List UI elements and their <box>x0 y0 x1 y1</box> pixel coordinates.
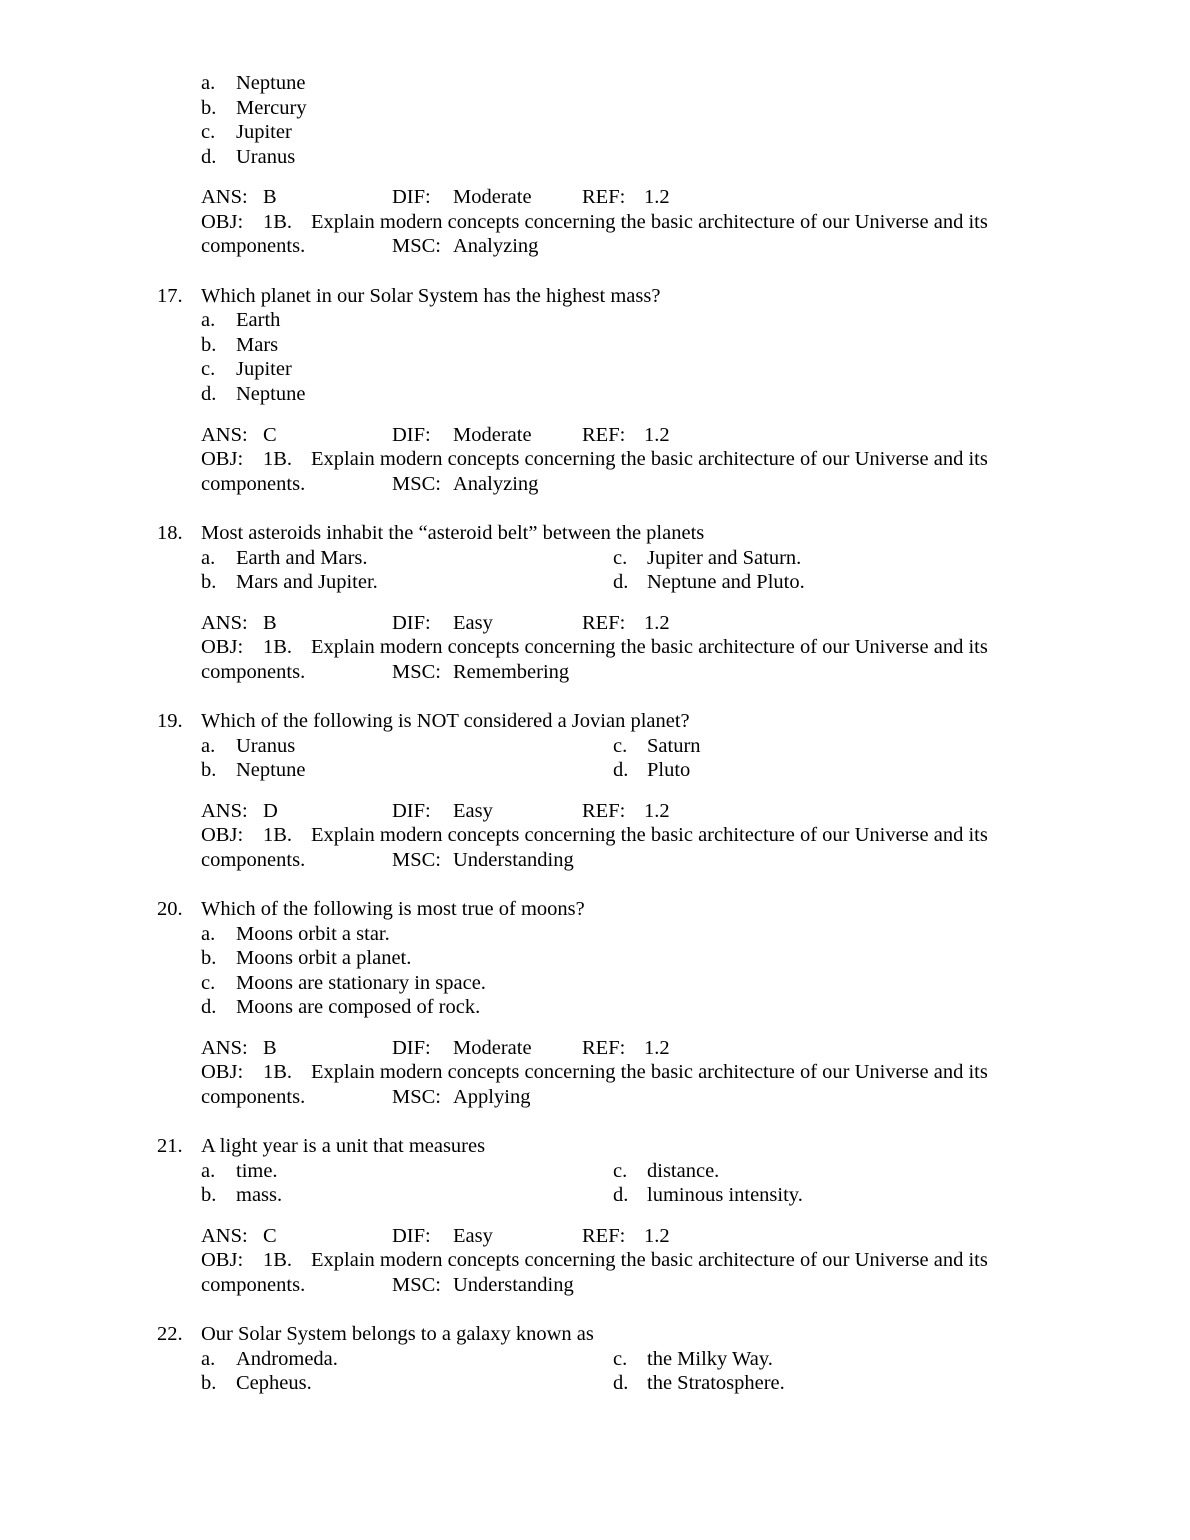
option-letter: a. <box>201 72 216 94</box>
dif-label: DIF: <box>392 1037 431 1059</box>
ref-value: 1.2 <box>644 1225 670 1247</box>
obj-text: Explain modern concepts concerning the basic architecture of our Universe and its <box>311 1249 988 1271</box>
question-number: 19. <box>157 710 183 732</box>
obj-code: 1B. <box>263 636 293 658</box>
option-text: Mercury <box>236 97 307 119</box>
dif-label: DIF: <box>392 800 431 822</box>
obj-code: 1B. <box>263 211 293 233</box>
dif-value: Moderate <box>453 1037 532 1059</box>
msc-label: MSC: <box>392 1274 441 1296</box>
ref-label: REF: <box>582 424 626 446</box>
option-letter: a. <box>201 1160 216 1182</box>
dif-label: DIF: <box>392 424 431 446</box>
msc-label: MSC: <box>392 473 441 495</box>
obj-text: Explain modern concepts concerning the basic architecture of our Universe and its <box>311 1061 988 1083</box>
ref-label: REF: <box>582 800 626 822</box>
option-text: distance. <box>647 1160 720 1182</box>
ans-label: ANS: <box>201 1225 248 1247</box>
option-letter: d. <box>201 146 217 168</box>
ans-label: ANS: <box>201 612 248 634</box>
option-letter: c. <box>201 121 216 143</box>
ans-label: ANS: <box>201 186 248 208</box>
obj-code: 1B. <box>263 1249 293 1271</box>
msc-value: Analyzing <box>453 473 539 495</box>
msc-label: MSC: <box>392 849 441 871</box>
option-text: Earth <box>236 309 281 331</box>
ans-label: ANS: <box>201 800 248 822</box>
question-text: Which of the following is most true of moons? <box>201 898 585 920</box>
option-text: Jupiter <box>236 358 292 380</box>
ans-value: C <box>263 1225 277 1247</box>
option-text: luminous intensity. <box>647 1184 803 1206</box>
dif-label: DIF: <box>392 612 431 634</box>
obj-label: OBJ: <box>201 448 244 470</box>
option-letter: d. <box>613 571 629 593</box>
option-text: Moons are stationary in space. <box>236 972 486 994</box>
dif-value: Easy <box>453 612 493 634</box>
option-text: the Stratosphere. <box>647 1372 785 1394</box>
option-letter: b. <box>201 947 217 969</box>
question-text: Our Solar System belongs to a galaxy known as <box>201 1323 594 1345</box>
obj-text-cont: components. <box>201 473 306 495</box>
dif-label: DIF: <box>392 186 431 208</box>
ref-value: 1.2 <box>644 800 670 822</box>
option-text: Jupiter and Saturn. <box>647 547 802 569</box>
dif-value: Easy <box>453 1225 493 1247</box>
option-letter: b. <box>201 97 217 119</box>
option-letter: d. <box>201 383 217 405</box>
option-letter: d. <box>613 759 629 781</box>
option-letter: d. <box>201 996 217 1018</box>
msc-value: Understanding <box>453 849 574 871</box>
option-text: Jupiter <box>236 121 292 143</box>
msc-label: MSC: <box>392 1086 441 1108</box>
question-text: Which of the following is NOT considered a Jovian planet? <box>201 710 690 732</box>
option-text: Andromeda. <box>236 1348 338 1370</box>
obj-text-cont: components. <box>201 1274 306 1296</box>
option-letter: a. <box>201 547 216 569</box>
option-letter: d. <box>613 1372 629 1394</box>
option-letter: c. <box>613 1348 628 1370</box>
option-text: Moons are composed of rock. <box>236 996 481 1018</box>
option-letter: a. <box>201 309 216 331</box>
question-text: A light year is a unit that measures <box>201 1135 486 1157</box>
ref-value: 1.2 <box>644 186 670 208</box>
option-text: Uranus <box>236 735 296 757</box>
option-letter: b. <box>201 334 217 356</box>
obj-text-cont: components. <box>201 661 306 683</box>
question-text: Most asteroids inhabit the “asteroid belt” between the planets <box>201 522 705 544</box>
ans-value: B <box>263 612 277 634</box>
msc-value: Analyzing <box>453 235 539 257</box>
option-letter: c. <box>201 972 216 994</box>
option-text: Earth and Mars. <box>236 547 368 569</box>
option-text: Mars and Jupiter. <box>236 571 378 593</box>
option-text: Pluto <box>647 759 691 781</box>
ans-value: B <box>263 1037 277 1059</box>
option-letter: c. <box>613 547 628 569</box>
option-letter: a. <box>201 735 216 757</box>
question-number: 21. <box>157 1135 183 1157</box>
obj-label: OBJ: <box>201 824 244 846</box>
dif-value: Easy <box>453 800 493 822</box>
ref-value: 1.2 <box>644 1037 670 1059</box>
question-number: 17. <box>157 285 183 307</box>
option-text: mass. <box>236 1184 283 1206</box>
option-text: Saturn <box>647 735 701 757</box>
question-number: 22. <box>157 1323 183 1345</box>
option-letter: d. <box>613 1184 629 1206</box>
obj-label: OBJ: <box>201 1249 244 1271</box>
ans-value: D <box>263 800 278 822</box>
option-letter: c. <box>201 358 216 380</box>
option-letter: c. <box>613 735 628 757</box>
ans-label: ANS: <box>201 1037 248 1059</box>
option-text: time. <box>236 1160 278 1182</box>
obj-label: OBJ: <box>201 636 244 658</box>
question-text: Which planet in our Solar System has the highest mass? <box>201 285 661 307</box>
option-text: Neptune <box>236 383 306 405</box>
option-letter: b. <box>201 571 217 593</box>
ref-label: REF: <box>582 1225 626 1247</box>
ref-label: REF: <box>582 612 626 634</box>
msc-label: MSC: <box>392 661 441 683</box>
ans-label: ANS: <box>201 424 248 446</box>
question-number: 18. <box>157 522 183 544</box>
msc-value: Applying <box>453 1086 531 1108</box>
obj-code: 1B. <box>263 824 293 846</box>
ref-label: REF: <box>582 1037 626 1059</box>
ref-value: 1.2 <box>644 424 670 446</box>
option-text: Mars <box>236 334 279 356</box>
option-text: the Milky Way. <box>647 1348 773 1370</box>
option-text: Moons orbit a star. <box>236 923 390 945</box>
option-letter: b. <box>201 1372 217 1394</box>
option-text: Neptune <box>236 72 306 94</box>
msc-value: Remembering <box>453 661 570 683</box>
option-text: Neptune and Pluto. <box>647 571 805 593</box>
obj-text: Explain modern concepts concerning the basic architecture of our Universe and its <box>311 448 988 470</box>
option-text: Uranus <box>236 146 296 168</box>
obj-text-cont: components. <box>201 235 306 257</box>
obj-text-cont: components. <box>201 1086 306 1108</box>
obj-code: 1B. <box>263 1061 293 1083</box>
question-number: 20. <box>157 898 183 920</box>
option-letter: a. <box>201 923 216 945</box>
option-text: Neptune <box>236 759 306 781</box>
obj-text: Explain modern concepts concerning the basic architecture of our Universe and its <box>311 211 988 233</box>
obj-label: OBJ: <box>201 211 244 233</box>
dif-value: Moderate <box>453 424 532 446</box>
option-letter: a. <box>201 1348 216 1370</box>
msc-label: MSC: <box>392 235 441 257</box>
option-letter: b. <box>201 1184 217 1206</box>
ref-label: REF: <box>582 186 626 208</box>
obj-text: Explain modern concepts concerning the basic architecture of our Universe and its <box>311 824 988 846</box>
option-letter: c. <box>613 1160 628 1182</box>
dif-value: Moderate <box>453 186 532 208</box>
dif-label: DIF: <box>392 1225 431 1247</box>
ref-value: 1.2 <box>644 612 670 634</box>
option-letter: b. <box>201 759 217 781</box>
obj-text-cont: components. <box>201 849 306 871</box>
obj-code: 1B. <box>263 448 293 470</box>
obj-text: Explain modern concepts concerning the basic architecture of our Universe and its <box>311 636 988 658</box>
ans-value: C <box>263 424 277 446</box>
option-text: Cepheus. <box>236 1372 312 1394</box>
obj-label: OBJ: <box>201 1061 244 1083</box>
option-text: Moons orbit a planet. <box>236 947 412 969</box>
msc-value: Understanding <box>453 1274 574 1296</box>
ans-value: B <box>263 186 277 208</box>
